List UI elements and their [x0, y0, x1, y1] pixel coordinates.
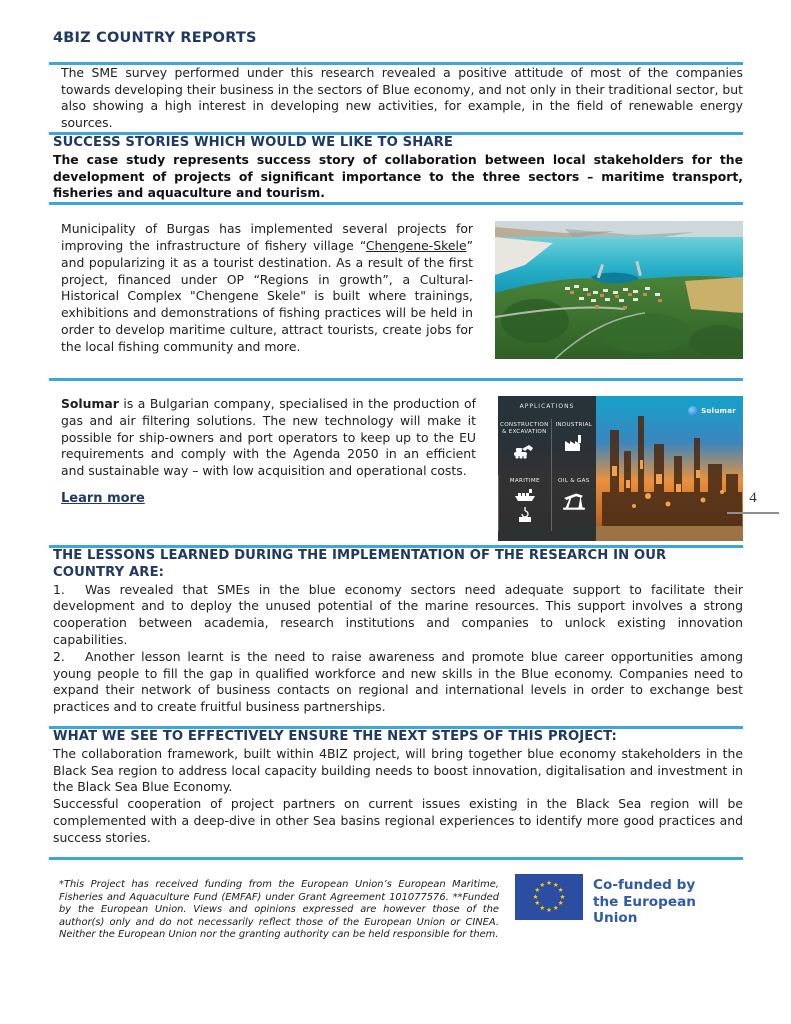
solumar-paragraph	[61, 396, 476, 480]
funding-disclaimer: *This Project has received funding from the European Union’s European Maritime, Fisheries and Aquaculture Fund (EMFAF) under Grant Agreement 101077576. **Funded by the European Union. Views and opinions expressed are however those of the author(s) only and do not necessarily reflect those of the European Union or CINEA. Neither the European Union nor the granting authority can be held responsible for them.	[59, 879, 499, 941]
industrial-label: INDUSTRIAL	[555, 421, 593, 428]
solumar-company-name: Solumar	[61, 395, 119, 411]
solumar-image	[498, 396, 743, 541]
lesson-item-1	[53, 582, 743, 649]
applications-grid	[498, 419, 596, 531]
lesson-number: 2.	[53, 648, 65, 664]
eu-cofunded-label	[593, 874, 743, 928]
intro-paragraph: The SME survey performed under this research revealed a positive attitude of most of the companies towards developing their business in the sectors of Blue economy, and not only in their traditional sector, but also showing a high interest in developing new activities, for example, in the field of renewable energy sources.	[61, 64, 743, 131]
eu-label-line2: the European Union	[593, 893, 696, 927]
solumar-text-block	[53, 396, 476, 508]
success-stories-heading: SUCCESS STORIES WHICH WOULD WE LIKE TO SHARE	[53, 134, 454, 150]
eu-funding-logo	[515, 870, 743, 928]
solumar-logo-text: Solumar	[701, 406, 736, 415]
lesson-item-2	[53, 649, 743, 716]
burgas-text-after: ” and popularizing it as a tourist destination. As a result of the first project, financed under OP “Regions in growth”, a Cultural-Historical Complex "Chengene Skele" is built where trainings, exhibitions and demonstrations of fishing practices will be held in order to develop maritime culture, attract tourists, create jobs for the local fishing community and more.	[61, 237, 473, 354]
next-steps-paragraph-2: Successful cooperation of project partners on current issues existing in the Black Sea region will be complemented with a deep-dive in other Sea basins regional experiences to identify more good practices and success stories.	[53, 796, 743, 845]
eu-flag-icon: ★ ★ ★ ★ ★ ★ ★ ★ ★ ★ ★ ★	[515, 874, 583, 920]
maritime-label: MARITIME	[509, 477, 540, 484]
section-divider	[49, 378, 743, 381]
page-title: 4BIZ COUNTRY REPORTS	[53, 30, 257, 46]
application-construction	[498, 419, 551, 475]
hook-icon	[515, 507, 535, 523]
application-maritime	[498, 475, 551, 531]
lesson-number: 1.	[53, 581, 65, 597]
lesson-text: Another lesson learnt is the need to raise awareness and promote blue career opportunities among young people to fill the gap in qualified workforce and new skills in the Blue economy. Companies need to expand their network of business contacts on regional and international levels in order to exchange best practices and to create fruitful business partnerships.	[53, 648, 743, 715]
lesson-text: Was revealed that SMEs in the blue economy sectors need adequate support to facilitate their development and to deploy the unused potential of the marine resources. This support involves a strong cooperation between academia, research institutions and companies to unlock existing innovation capabilities.	[53, 581, 743, 647]
application-industrial	[551, 419, 596, 475]
success-lead-paragraph: The case study represents success story of collaboration between local stakeholders for the development of projects of significant importance to the three sectors – maritime transport, fisheries and aquaculture and tourism.	[53, 151, 743, 201]
construction-label: CONSTRUCTION & EXCAVATION	[500, 421, 549, 435]
section-divider	[49, 857, 743, 860]
solumar-section	[53, 396, 743, 541]
burgas-section	[53, 221, 743, 364]
section-divider	[49, 202, 743, 205]
oil-gas-label: OIL & GAS	[558, 477, 590, 484]
next-steps-paragraph-1: The collaboration framework, built within 4BIZ project, will bring together blue economy stakeholders in the Black Sea region to address local capacity building needs to boost innovation, digitalisation and investment in the Black Sea Blue Economy.	[53, 745, 743, 795]
page-number: 4	[727, 490, 779, 514]
lessons-heading: THE LESSONS LEARNED DURING THE IMPLEMENTATION OF THE RESEARCH IN OUR COUNTRY ARE:	[53, 547, 667, 580]
solumar-applications-panel	[498, 396, 596, 541]
eu-label-line1: Co-funded by	[593, 876, 696, 893]
solumar-text-after: is a Bulgarian company, specialised in the production of gas and air filtering solutions. The new technology will make it possible for ship-owners and port operators to keep up to the EU requirements and comply with the Agenda 2050 in an efficient and sustainable way – with low acquisition and operational costs.	[61, 395, 476, 479]
chengene-skele-link[interactable]: Chengene-Skele	[365, 237, 467, 253]
applications-title: APPLICATIONS	[519, 402, 575, 410]
pumpjack-icon	[561, 489, 587, 511]
excavator-icon	[511, 440, 537, 460]
next-steps-heading: WHAT WE SEE TO EFFECTIVELY ENSURE THE NEXT STEPS OF THIS PROJECT:	[53, 728, 617, 744]
ship-icon	[512, 489, 538, 503]
page-footer	[53, 870, 743, 952]
burgas-paragraph	[53, 221, 473, 355]
factory-icon	[562, 433, 586, 453]
aerial-village-photo-icon	[495, 221, 743, 359]
burgas-photo	[495, 221, 743, 364]
learn-more-link[interactable]: Learn more	[61, 490, 145, 506]
burgas-text-before: Municipality of Burgas has implemented several projects for improving the infrastructure of fishery village “	[61, 221, 473, 253]
solumar-logo	[688, 403, 736, 420]
solumar-logo-icon	[688, 406, 698, 416]
application-oil-gas	[551, 475, 596, 531]
